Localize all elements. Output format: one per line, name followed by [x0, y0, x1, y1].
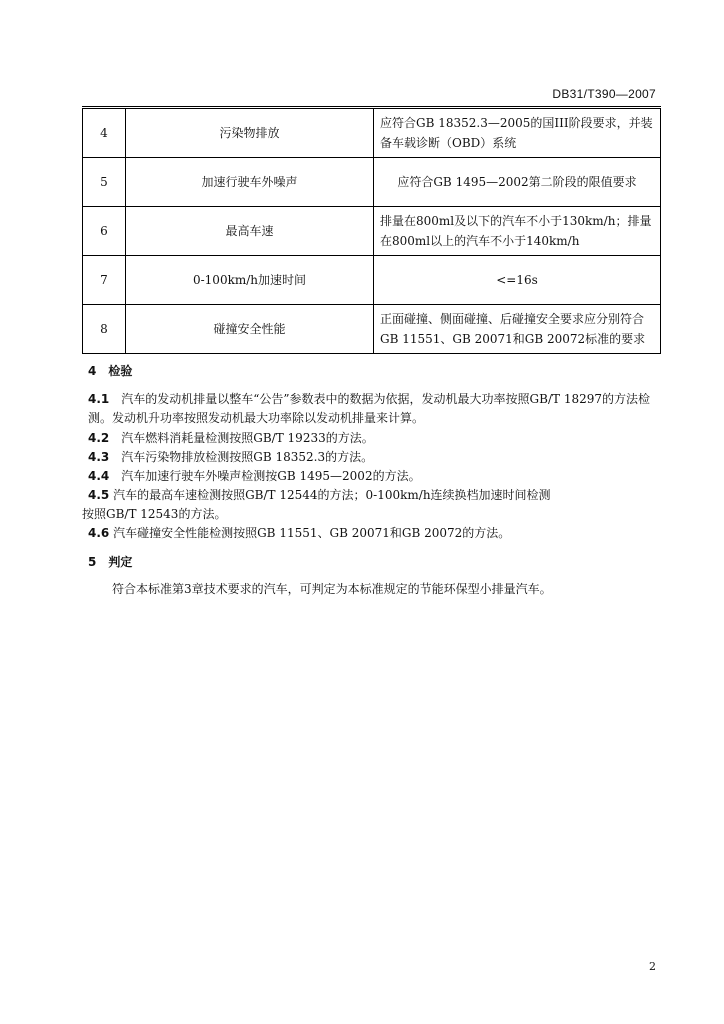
table-row — [83, 109, 661, 158]
clause-number: 4.4 — [88, 469, 110, 483]
row-item: 最高车速 — [126, 207, 374, 256]
clause-4-5-continued: 按照GB/T 12543的方法。 — [82, 507, 227, 521]
row-requirement: 应符合GB 18352.3—2005的国III阶段要求，并装备车载诊断（OBD）系统 — [374, 109, 661, 158]
requirements-table — [82, 108, 661, 354]
clause-text: 汽车的发动机排量以整车“公告”参数表中的数据为依据，发动机最大功率按照GB/T 18297的方法检测。发动机升功率按照发动机最大功率除以发动机排量来计算。 — [88, 392, 650, 425]
row-number: 7 — [83, 256, 126, 305]
page-number: 2 — [649, 960, 656, 973]
clause-text: 汽车碰撞安全性能检测按照GB 11551、GB 20071和GB 20072的方法。 — [113, 526, 511, 540]
clause-4-5 — [88, 486, 658, 505]
row-requirement: 排量在800ml及以下的汽车不小于130km/h；排量在800ml以上的汽车不小于140km/h — [374, 207, 661, 256]
row-requirement: 应符合GB 1495—2002第二阶段的限值要求 — [374, 158, 661, 207]
standard-code: DB31/T390—2007 — [552, 87, 656, 101]
clause-number: 4.1 — [88, 392, 110, 406]
clause-text: 汽车的最高车速检测按照GB/T 12544的方法；0-100km/h连续换档加速时间检测 — [113, 488, 551, 502]
row-number: 4 — [83, 109, 126, 158]
table-row — [83, 256, 661, 305]
table-row — [83, 158, 661, 207]
table-row — [83, 305, 661, 354]
clause-4-1 — [88, 390, 658, 428]
row-item: 0-100km/h加速时间 — [126, 256, 374, 305]
clause-number: 4.6 — [88, 526, 110, 540]
table-row — [83, 207, 661, 256]
clause-text: 汽车加速行驶车外噪声检测按GB 1495—2002的方法。 — [121, 469, 421, 483]
row-item: 碰撞安全性能 — [126, 305, 374, 354]
clause-number: 4.5 — [88, 488, 110, 502]
clause-text: 汽车污染物排放检测按照GB 18352.3的方法。 — [121, 450, 374, 464]
row-requirement: <=16s — [374, 256, 661, 305]
row-number: 5 — [83, 158, 126, 207]
row-requirement: 正面碰撞、侧面碰撞、后碰撞安全要求应分别符合GB 11551、GB 20071和GB 20072标准的要求 — [374, 305, 661, 354]
clause-number: 4.2 — [88, 431, 110, 445]
header-rule — [82, 106, 661, 107]
row-number: 6 — [83, 207, 126, 256]
row-number: 8 — [83, 305, 126, 354]
clause-4-6 — [88, 524, 658, 543]
clause-4-3 — [88, 448, 658, 467]
section-heading-judgement: 5 判定 — [88, 555, 133, 569]
judgement-text: 符合本标准第3章技术要求的汽车，可判定为本标准规定的节能环保型小排量汽车。 — [112, 582, 552, 596]
clause-number: 4.3 — [88, 450, 110, 464]
clause-text: 汽车燃料消耗量检测按照GB/T 19233的方法。 — [121, 431, 374, 445]
clause-4-4 — [88, 467, 658, 486]
row-item: 加速行驶车外噪声 — [126, 158, 374, 207]
row-item: 污染物排放 — [126, 109, 374, 158]
section-heading-inspection: 4 检验 — [88, 364, 133, 378]
clause-4-2 — [88, 429, 658, 448]
